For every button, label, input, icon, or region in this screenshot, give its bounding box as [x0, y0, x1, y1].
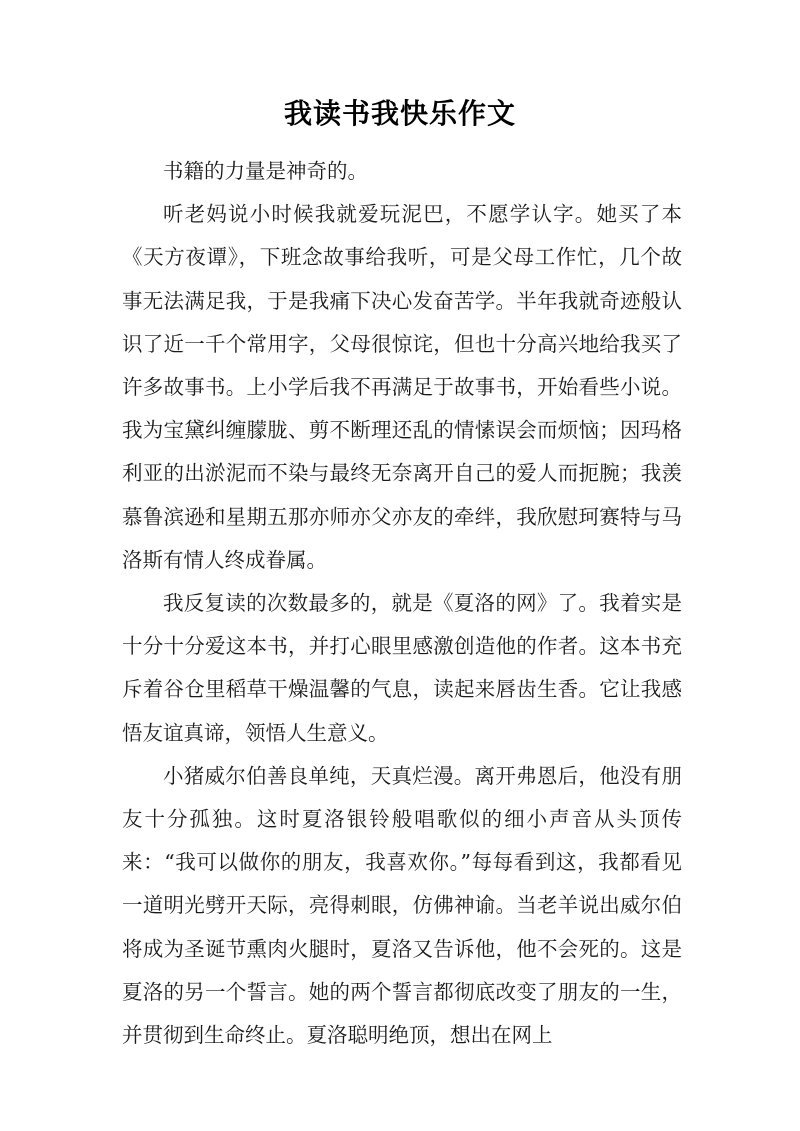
paragraph: 听老妈说小时候我就爱玩泥巴，不愿学认字。她买了本《天方夜谭》，下班念故事给我听，可是父母工作忙，几个故事无法满足我，于是我痛下决心发奋苦学。半年我就奇迹般认识了近一千个常用字，父母很惊诧，但也十分高兴地给我买了许多故事书。上小学后我不再满足于故事书，开始看些小说。我为宝黛纠缠朦胧、剪不断理还乱的情愫误会而烦恼；因玛格利亚的出淤泥而不染与最终无奈离开自己的爱人而扼腕；我羡慕鲁滨逊和星期五那亦师亦父亦友的牵绊，我欣慰珂赛特与马洛斯有情人终成眷属。: [122, 202, 682, 572]
paragraph: 书籍的力量是神奇的。: [163, 159, 368, 183]
paragraph: 小猪威尔伯善良单纯，天真烂漫。离开弗恩后，他没有朋友十分孤独。这时夏洛银铃般唱歌似的细小声音从头顶传来：“我可以做你的朋友，我喜欢你。”每每看到这，我都看见一道明光劈开天际，亮得刺眼，仿佛神谕。当老羊说出威尔伯将成为圣诞节熏肉火腿时，夏洛又告诉他，他不会死的。这是夏洛的另一个誓言。她的两个誓言都彻底改变了朋友的一生，并贯彻到生命终止。夏洛聪明绝顶，想出在网上: [122, 763, 682, 1048]
document-body: [122, 150, 682, 1057]
paragraph: 我反复读的次数最多的，就是《夏洛的网》了。我着实是十分十分爱这本书，并打心眼里感激创造他的作者。这本书充斥着谷仓里稻草干燥温馨的气息，读起来唇齿生香。它让我感悟友谊真谛，领悟人生意义。: [122, 591, 682, 745]
document-title: 我读书我快乐作文: [283, 97, 516, 130]
